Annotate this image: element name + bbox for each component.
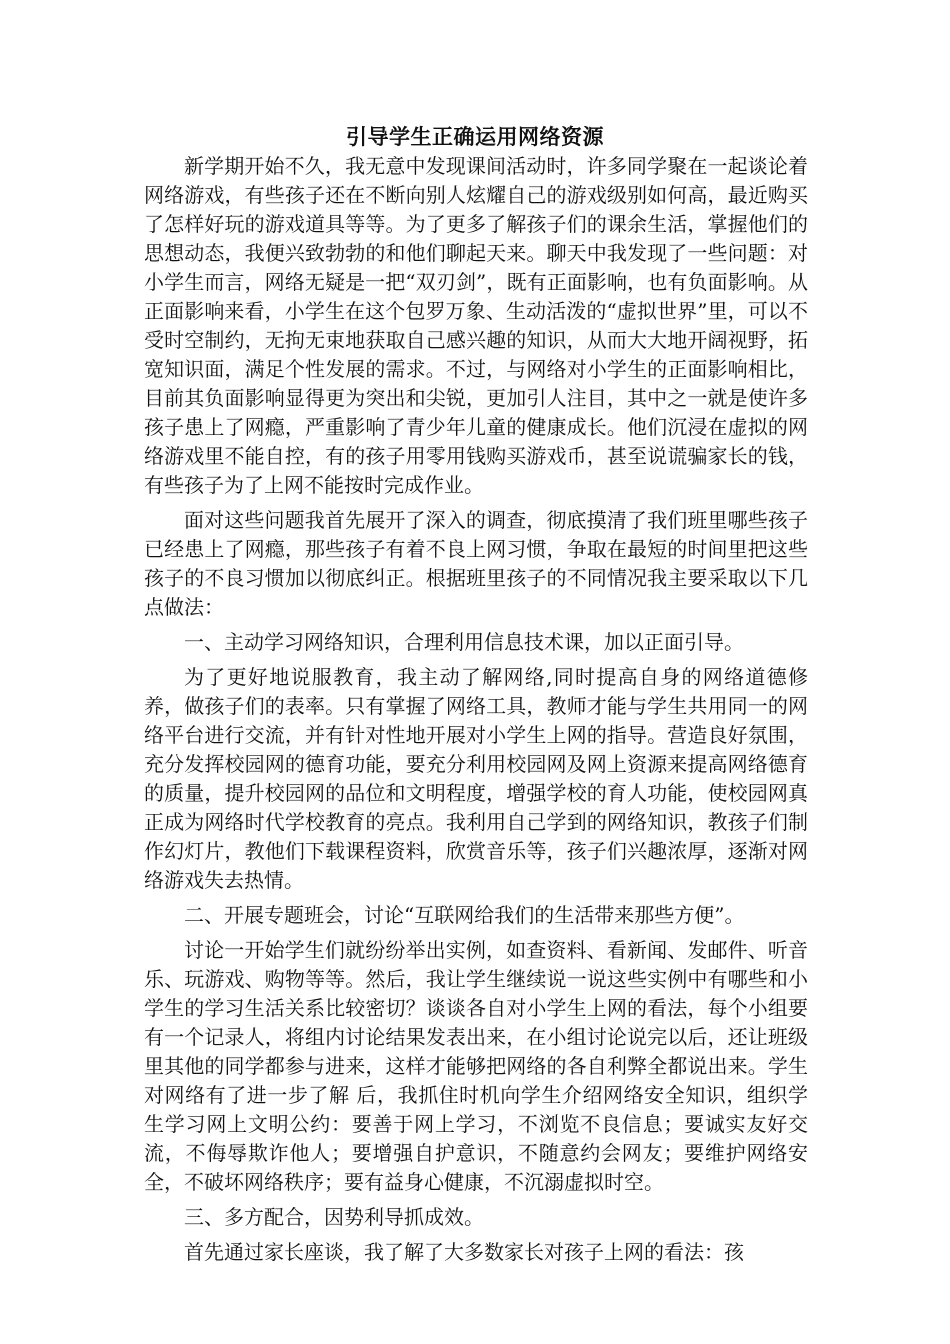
document-body [144, 152, 808, 1273]
section-heading: 一、主动学习网络知识，合理利用信息技术课，加以正面引导。 [184, 630, 744, 654]
paragraph: 新学期开始不久，我无意中发现课间活动时，许多同学聚在一起谈论着网络游戏，有些孩子还在不断向别人炫耀自己的游戏级别如何高，最近购买了怎样好玩的游戏道具等等。为了更多了解孩子们的课余生活，掌握他们的思想动态，我便兴致勃勃的和他们聊起天来。聊天中我发现了一些问题：对小学生而言，网络无疑是一把“双刃剑”，既有正面影响，也有负面影响。从正面影响来看，小学生在这个包罗万象、生动活泼的“虚拟世界”里，可以不受时空制约，无拘无束地获取自己感兴趣的知识，从而大大地开阔视野，拓宽知识面，满足个性发展的需求。不过，与网络对小学生的正面影响相比，目前其负面影响显得更为突出和尖锐，更加引人注目，其中之一就是使许多孩子患上了网瘾，严重影响了青少年儿童的健康成长。他们沉浸在虚拟的网络游戏里不能自控，有的孩子用零用钱购买游戏币，甚至说谎骗家长的钱，有些孩子为了上网不能按时完成作业。 [144, 154, 808, 497]
section-heading: 三、多方配合，因势利导抓成效。 [184, 1205, 484, 1229]
paragraph: 讨论一开始学生们就纷纷举出实例，如查资料、看新闻、发邮件、听音乐、玩游戏、购物等等。然后，我让学生继续说一说这些实例中有哪些和小学生的学习生活关系比较密切？谈谈各自对小学生上网的看法，每个小组要有一个记录人，将组内讨论结果发表出来，在小组讨论说完以后，还让班级里其他的同学都参与进来，这样才能够把网络的各自利弊全都说出来。学生对网络有了进一步了解 后，我抓住时机向学生介绍网络安全知识，组织学生学习网上文明公约：要善于网上学习，不浏览不良信息；要诚实友好交流，不侮辱欺诈他人；要增强自护意识，不随意约会网友；要维护网络安全，不破坏网络秩序；要有益身心健康，不沉溺虚拟时空。 [144, 938, 808, 1194]
section-heading: 二、开展专题班会，讨论“互联网给我们的生活带来那些方便”。 [184, 903, 745, 927]
document-title: 引导学生正确运用网络资源 [346, 125, 604, 149]
paragraph: 首先通过家长座谈，我了解了大多数家长对孩子上网的看法：孩 [184, 1240, 744, 1264]
paragraph: 为了更好地说服教育，我主动了解网络,同时提高自身的网络道德修养，做孩子们的表率。只有掌握了网络工具，教师才能与学生共用同一的网络平台进行交流，并有针对性地开展对小学生上网的指导。营造良好氛围，充分发挥校园网的德育功能，要充分利用校园网及网上资源来提高网络德育的质量，提升校园网的品位和文明程度，增强学校的育人功能，使校园网真正成为网络时代学校教育的亮点。我利用自己学到的网络知识，教孩子们制作幻灯片，教他们下载课程资料，欣赏音乐等，孩子们兴趣浓厚，逐渐对网络游戏失去热情。 [144, 665, 808, 892]
paragraph: 面对这些问题我首先展开了深入的调查，彻底摸清了我们班里哪些孩子已经患上了网瘾，那些孩子有着不良上网习惯，争取在最短的时间里把这些孩子的不良习惯加以彻底纠正。根据班里孩子的不同情况我主要采取以下几点做法： [144, 508, 808, 619]
